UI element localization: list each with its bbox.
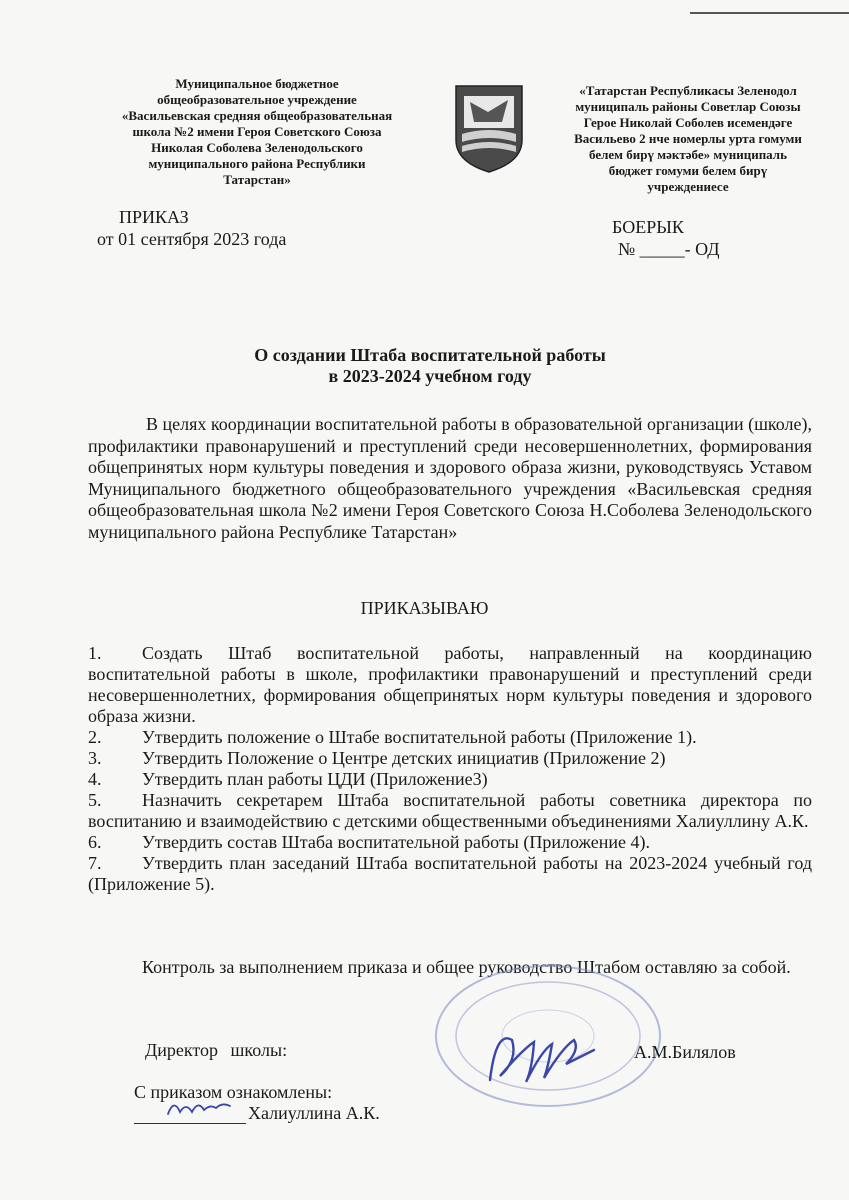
director-signature-icon — [482, 1020, 602, 1100]
order-word-tatar: БОЕРЫК — [612, 217, 684, 237]
school-header-tatar — [556, 83, 820, 195]
item-number: 2. — [88, 727, 102, 747]
header-line: общеобразовательное учреждение — [157, 92, 357, 107]
title-line: О создании Штаба воспитательной работы — [254, 345, 606, 365]
intro-paragraph: В целях координации воспитательной работы в образовательной организации (школе), профилактики правонарушений и преступлений среди несовершеннолетних, формирования общепринятых норм культуры поведения и здорового образа жизни, руководствуясь Уставом Муниципального бюджетного общеобразовательного учреждения «Васильевская средняя общеобразовательная школа №2 имени Героя Советского Союза Н.Соболева Зеленодольского муниципального района Республике Татарстан» — [88, 414, 812, 542]
title-line: в 2023-2024 учебном году — [328, 366, 532, 386]
header-line: муниципаль районы Советлар Союзы — [575, 99, 801, 114]
list-item — [88, 727, 812, 748]
order-number: № _____- ОД — [618, 239, 720, 259]
order-directive: ПРИКАЗЫВАЮ — [360, 598, 489, 618]
school-header-russian — [92, 76, 422, 188]
header-line: школа №2 имени Героя Советского Союза — [132, 124, 382, 139]
item-number: 6. — [88, 832, 102, 852]
director-title: Директор школы: — [145, 1040, 288, 1060]
acquainted-signature-icon — [164, 1094, 234, 1122]
list-item — [88, 790, 812, 832]
header-line: белем бирү мәктәбе» муниципаль — [589, 147, 787, 162]
item-number: 7. — [88, 853, 102, 873]
item-text: Утвердить план заседаний Штаба воспитательной работы на 2023-2024 учебный год (Приложение 5). — [88, 853, 812, 894]
order-heading-tatar — [612, 216, 720, 260]
item-text: Назначить секретарем Штаба воспитательной работы советника директора по воспитанию и взаимодействию с детскими общественными объединениями Халиуллину А.К. — [88, 790, 812, 831]
header-line: Муниципальное бюджетное — [175, 76, 339, 91]
coat-of-arms-icon — [450, 82, 528, 174]
list-item — [88, 748, 812, 769]
header-line: «Васильевская средняя общеобразовательная — [121, 108, 393, 123]
header-line: муниципального района Республики — [148, 156, 366, 171]
item-number: 1. — [88, 643, 102, 663]
list-item — [88, 853, 812, 895]
list-item — [88, 643, 812, 727]
item-number: 3. — [88, 748, 102, 768]
header-line: Васильево 2 нче номерлы урта гомуми — [574, 131, 802, 146]
order-word: ПРИКАЗ — [119, 207, 189, 227]
item-text: Утвердить положение о Штабе воспитательной работы (Приложение 1). — [142, 727, 697, 747]
item-text: Утвердить план работы ЦДИ (Приложение3) — [142, 769, 488, 789]
item-number: 5. — [88, 790, 102, 810]
control-paragraph: Контроль за выполнением приказа и общее руководство Штабом оставляю за собой. — [142, 957, 791, 977]
item-text: Утвердить Положение о Центре детских инициатив (Приложение 2) — [142, 748, 666, 768]
item-text: Утвердить состав Штаба воспитательной работы (Приложение 4). — [142, 832, 650, 852]
director-name: А.М.Билялов — [634, 1042, 736, 1062]
header-line: Николая Соболева Зеленодольского — [151, 140, 363, 155]
header-line: бюджет гомуми белем бирү — [608, 163, 768, 178]
header-line: «Татарстан Республикасы Зеленодол — [579, 83, 797, 98]
header-line: учреждениесе — [647, 179, 729, 194]
acquainted-label: С приказом ознакомлены: — [134, 1082, 333, 1102]
item-number: 4. — [88, 769, 102, 789]
item-text: Создать Штаб воспитательной работы, направленный на координацию воспитательной работы в школе, профилактики правонарушений и преступлений среди несовершеннолетних, формирования общепринятых норм культуры поведения и здорового образа жизни. — [88, 643, 812, 726]
order-date: от 01 сентября 2023 года — [97, 229, 287, 249]
header-line: Герое Николай Соболев исемендәге — [583, 115, 793, 130]
document-title — [150, 345, 710, 387]
scan-edge-line — [690, 12, 849, 14]
order-heading-russian — [97, 206, 286, 250]
list-item — [88, 832, 812, 853]
acquainted-name: Халиуллина А.К. — [248, 1103, 380, 1123]
header-line: Татарстан» — [223, 172, 291, 187]
list-item — [88, 769, 812, 790]
order-items-list — [88, 643, 812, 895]
